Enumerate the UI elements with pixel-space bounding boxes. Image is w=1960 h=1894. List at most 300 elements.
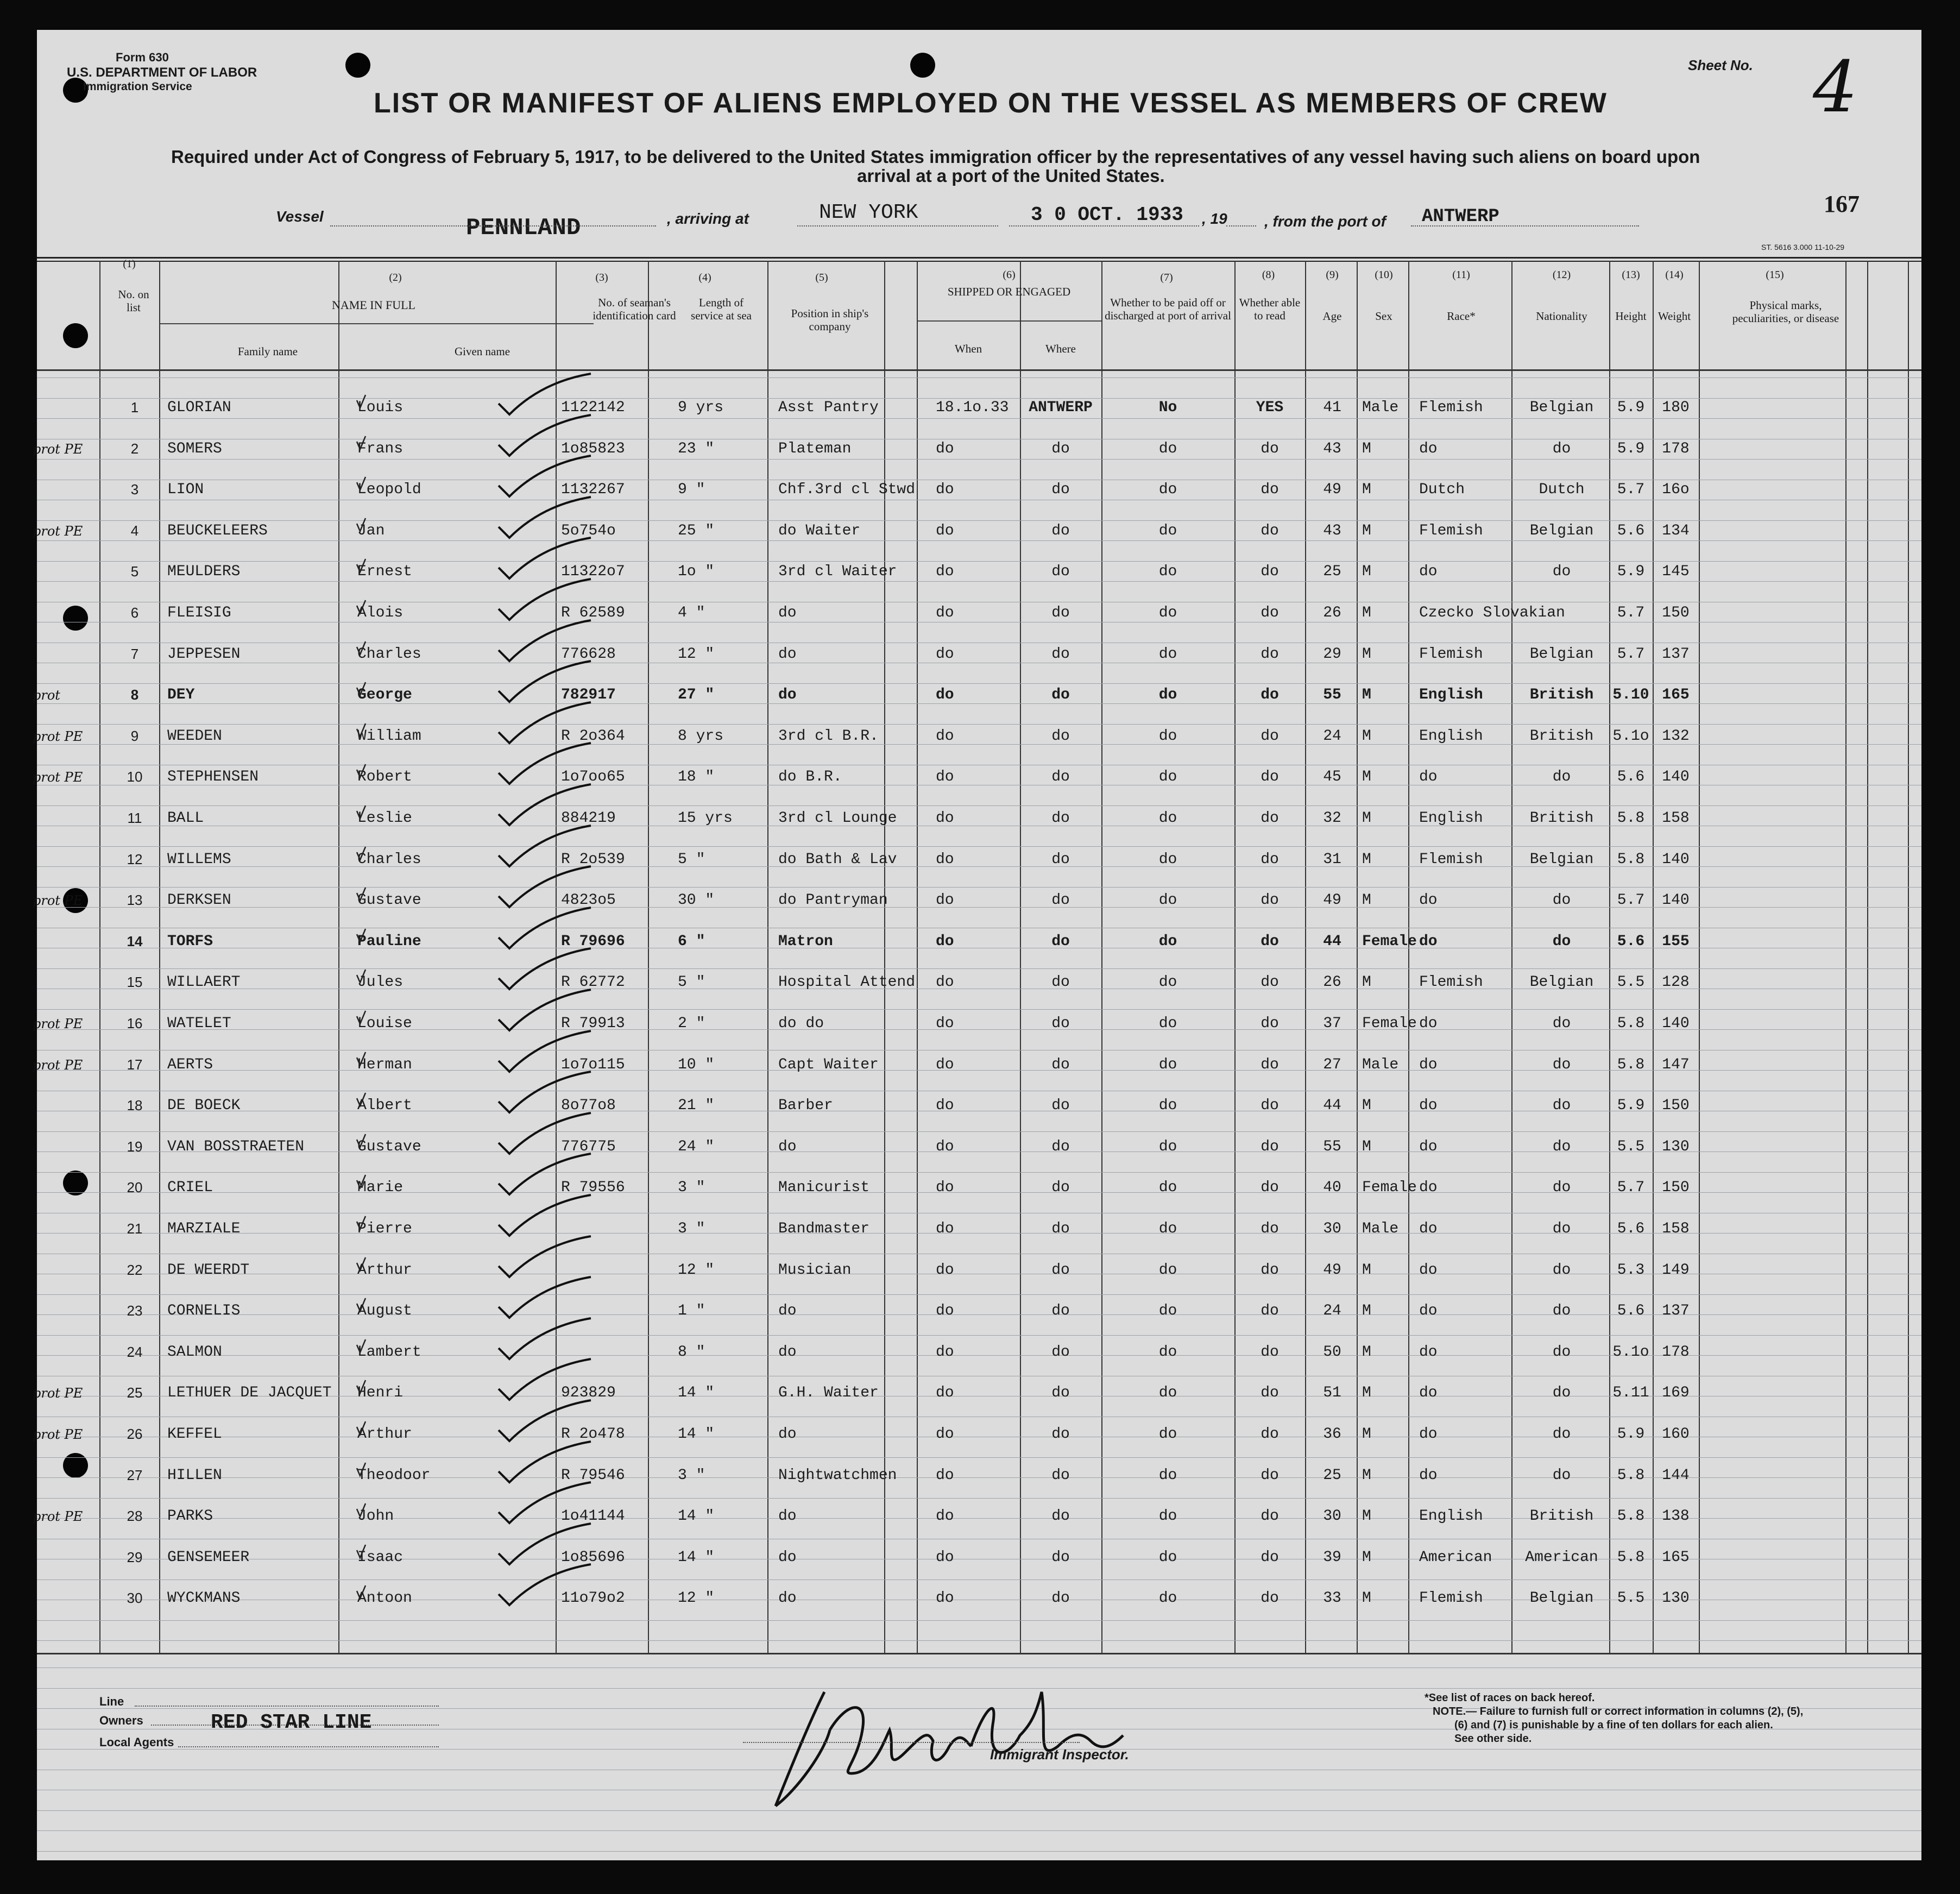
punch-hole (345, 53, 370, 78)
cell-where: do (1051, 440, 1070, 457)
cell-given: Albert (357, 1097, 412, 1115)
subtitle-line-2: arrival at a port of the United States. (857, 166, 1165, 186)
cell-service: 5 " (678, 974, 705, 991)
cell-read: do (1261, 1261, 1279, 1279)
cell-age: 55 (1323, 687, 1341, 704)
cell-where: do (1051, 769, 1070, 786)
cell-family: WILLEMS (167, 851, 231, 868)
cell-age: 43 (1323, 440, 1341, 457)
table-row (37, 1296, 1921, 1329)
cell-race: English (1419, 727, 1483, 745)
cell-position: do (778, 1590, 797, 1607)
cell-where: do (1051, 1549, 1070, 1566)
cell-family: HILLEN (167, 1467, 222, 1484)
table-row (33, 721, 1921, 754)
cell-paid: do (1158, 933, 1177, 950)
cell-height: 5.9 (1617, 563, 1645, 581)
cell-nationality: do (1552, 563, 1571, 581)
cell-age: 24 (1323, 1302, 1341, 1320)
cell-where: do (1051, 1343, 1070, 1361)
sheet-label: Sheet No. (1688, 57, 1753, 73)
row-rule (37, 1620, 1921, 1621)
cell-weight: 144 (1662, 1467, 1690, 1484)
col-header-position: Position in ship's company (791, 307, 869, 333)
cell-family: GLORIAN (167, 399, 231, 416)
cell-no: 11 (127, 810, 142, 826)
cell-age: 49 (1323, 892, 1341, 909)
cell-race: do (1419, 1302, 1438, 1320)
cell-nationality: do (1552, 1179, 1571, 1197)
cell-service: 30 " (678, 892, 715, 909)
cell-where: do (1051, 1426, 1070, 1443)
cell-weight: 132 (1662, 727, 1690, 745)
cell-sex: Male (1362, 1220, 1399, 1237)
cell-family: MEULDERS (167, 563, 241, 581)
cell-given: Charles (357, 645, 421, 663)
table-row (37, 639, 1921, 672)
cell-age: 30 (1323, 1508, 1341, 1525)
table-row (37, 1583, 1921, 1616)
cell-given: Pauline (357, 933, 421, 950)
cell-when: do (936, 1097, 954, 1115)
cell-position: Nightwatchmen (778, 1467, 897, 1484)
cell-height: 5.7 (1617, 481, 1645, 499)
cell-no: 4 (130, 522, 139, 539)
small-check-icon (355, 394, 368, 410)
cell-paid: No (1158, 399, 1177, 416)
cell-weight: 149 (1662, 1261, 1690, 1279)
cell-read: do (1261, 645, 1279, 663)
cell-service: 2 " (678, 1015, 705, 1032)
cell-position: Musician (778, 1261, 852, 1279)
cell-age: 32 (1323, 810, 1341, 827)
cell-sex: M (1362, 1385, 1371, 1402)
cell-read: do (1261, 1343, 1279, 1361)
cell-read: do (1261, 1015, 1279, 1032)
cell-position: Barber (778, 1097, 833, 1115)
cell-read: do (1261, 974, 1279, 991)
small-check-icon (355, 1338, 368, 1355)
cell-weight: 150 (1662, 1179, 1690, 1197)
cell-no: 18 (127, 1097, 143, 1114)
cell-service: 3 " (678, 1467, 705, 1484)
cell-service: 23 " (678, 440, 715, 457)
cell-paid: do (1158, 974, 1177, 991)
line-label: Line (99, 1695, 124, 1708)
cell-paid: do (1158, 892, 1177, 909)
cell-card: 1o41144 (561, 1508, 625, 1525)
cell-age: 50 (1323, 1343, 1341, 1361)
cell-no: 13 (127, 892, 143, 909)
small-check-icon (355, 640, 368, 657)
cell-position: do (778, 1549, 797, 1566)
cell-weight: 16o (1662, 481, 1690, 499)
cell-when: do (936, 1302, 954, 1320)
cell-height: 5.5 (1617, 1590, 1645, 1607)
cell-when: do (936, 605, 954, 621)
cell-nationality: Belgian (1529, 851, 1594, 868)
cell-given: Isaac (357, 1549, 404, 1566)
cell-position: do Pantryman (778, 892, 888, 909)
cell-when: do (936, 1467, 954, 1484)
cell-given: Louis (357, 399, 404, 416)
cell-sex: M (1362, 1549, 1371, 1566)
cell-service: 12 " (678, 1590, 715, 1607)
cell-no: 19 (127, 1138, 143, 1155)
form-number: Form 630 (116, 51, 169, 64)
cell-sex: Female (1362, 1179, 1417, 1197)
small-check-icon (355, 1502, 368, 1519)
cell-paid: do (1158, 481, 1177, 499)
note-fine-1: NOTE.— Failure to furnish full or correct information in columns (2), (5), (1433, 1706, 1804, 1717)
cell-nationality: do (1552, 769, 1571, 786)
cell-sex: M (1362, 769, 1371, 786)
cell-paid: do (1158, 1426, 1177, 1443)
cell-read: do (1261, 1056, 1279, 1073)
cell-sex: M (1362, 1590, 1371, 1607)
cell-card: R 62589 (561, 605, 625, 621)
table-row (33, 434, 1921, 467)
cell-race: Flemish (1419, 1590, 1483, 1607)
cell-card: R 79556 (561, 1179, 625, 1197)
cell-weight: 178 (1662, 440, 1690, 457)
cell-when: do (936, 1261, 954, 1279)
cell-no: 21 (127, 1220, 143, 1237)
row-rule (37, 1851, 1921, 1852)
cell-card: 4823o5 (561, 892, 616, 909)
note-other-side: See other side. (1454, 1733, 1532, 1745)
cell-no: 20 (127, 1179, 143, 1196)
small-check-icon (355, 1462, 368, 1478)
cell-given: Gustave (357, 1138, 421, 1155)
cell-read: do (1261, 1179, 1279, 1197)
cell-race: do (1419, 1261, 1438, 1279)
cell-nationality: British (1529, 1508, 1594, 1525)
cell-race: Flemish (1419, 645, 1483, 663)
cell-family: BEUCKELEERS (167, 522, 268, 539)
cell-nationality: do (1552, 1467, 1571, 1484)
cell-given: Gustave (357, 892, 421, 909)
punch-hole (910, 53, 935, 78)
cell-when: do (936, 1549, 954, 1566)
cell-nationality: do (1552, 440, 1571, 457)
cell-sex: M (1362, 1467, 1371, 1484)
cell-height: 5.8 (1617, 810, 1645, 827)
cell-when: do (936, 687, 954, 704)
cell-age: 40 (1323, 1179, 1341, 1197)
small-check-icon (355, 476, 368, 492)
cell-read: do (1261, 1138, 1279, 1155)
cell-where: do (1051, 1261, 1070, 1279)
cell-card: 776628 (561, 645, 616, 663)
cell-weight: 147 (1662, 1056, 1690, 1073)
cell-card: 782917 (561, 687, 616, 704)
cell-when: do (936, 727, 954, 745)
small-check-icon (355, 1544, 368, 1560)
cell-read: do (1261, 687, 1279, 704)
cell-paid: do (1158, 605, 1177, 621)
cell-weight: 160 (1662, 1426, 1690, 1443)
cell-family: CORNELIS (167, 1302, 241, 1320)
cell-paid: do (1158, 440, 1177, 457)
from-port-label: , from the port of (1264, 213, 1386, 230)
cell-where: do (1051, 1056, 1070, 1073)
cell-age: 45 (1323, 769, 1341, 786)
cell-no: 30 (127, 1590, 143, 1607)
col-header-physical-marks: Physical marks, peculiarities, or disease (1732, 299, 1839, 325)
cell-age: 51 (1323, 1385, 1341, 1402)
cell-service: 27 " (678, 687, 715, 704)
print-code: ST. 5616 3.000 11-10-29 (1761, 243, 1845, 251)
cell-age: 25 (1323, 1467, 1341, 1484)
row-rule (37, 1640, 1921, 1641)
cell-race: do (1419, 1385, 1438, 1402)
table-row (37, 845, 1921, 877)
cell-height: 5.10 (1612, 687, 1649, 704)
cell-family: LION (167, 481, 204, 499)
cell-given: John (357, 1508, 394, 1525)
cell-paid: do (1158, 1467, 1177, 1484)
cell-position: do B.R. (778, 769, 842, 786)
cell-read: do (1261, 933, 1279, 950)
cell-race: English (1419, 687, 1483, 704)
cell-family: SALMON (167, 1343, 222, 1361)
cell-height: 5.5 (1617, 1138, 1645, 1155)
row-rule (37, 1830, 1921, 1831)
margin-annotation: prot PE (33, 1509, 83, 1525)
small-check-icon (355, 1010, 368, 1026)
cell-sex: M (1362, 1426, 1371, 1443)
table-row (33, 1050, 1921, 1083)
cell-weight: 138 (1662, 1508, 1690, 1525)
cell-where: do (1051, 1220, 1070, 1237)
cell-position: Matron (778, 933, 833, 950)
arrival-port: NEW YORK (819, 201, 918, 224)
cell-family: AERTS (167, 1056, 213, 1073)
cell-service: 15 yrs (678, 810, 733, 827)
vessel-name: PENNLAND (466, 215, 581, 242)
cell-race: Dutch (1419, 481, 1465, 499)
cell-read: YES (1256, 399, 1284, 416)
cell-no: 2 (130, 440, 139, 457)
cell-race: Flemish (1419, 851, 1483, 868)
cell-weight: 140 (1662, 851, 1690, 868)
cell-age: 30 (1323, 1220, 1341, 1237)
cell-position: do (778, 1426, 797, 1443)
cell-no: 24 (127, 1343, 143, 1360)
cell-no: 15 (127, 974, 143, 991)
cell-read: do (1261, 1302, 1279, 1320)
cell-position: do (778, 605, 797, 621)
cell-weight: 165 (1662, 687, 1690, 704)
cell-family: DEY (167, 687, 195, 704)
cell-given: Lambert (357, 1343, 421, 1361)
cell-when: do (936, 1385, 954, 1402)
cell-paid: do (1158, 1302, 1177, 1320)
cell-where: do (1051, 1385, 1070, 1402)
cell-service: 8 " (678, 1343, 705, 1361)
cell-height: 5.1o (1612, 1343, 1649, 1361)
cell-read: do (1261, 522, 1279, 539)
cell-where: do (1051, 892, 1070, 909)
cell-sex: M (1362, 563, 1371, 581)
cell-no: 10 (127, 769, 143, 785)
cell-card: R 79546 (561, 1467, 625, 1484)
cell-service: 3 " (678, 1179, 705, 1197)
cell-when: do (936, 933, 954, 950)
col-header-family: Family name (237, 345, 298, 358)
cell-sex: M (1362, 810, 1371, 827)
cell-card: 11o79o2 (561, 1590, 625, 1607)
cell-when: do (936, 1179, 954, 1197)
cell-paid: do (1158, 810, 1177, 827)
cell-card: 884219 (561, 810, 616, 827)
cell-nationality: do (1552, 1015, 1571, 1032)
small-check-icon (355, 1133, 368, 1149)
cell-weight: 140 (1662, 1015, 1690, 1032)
inspector-signature (765, 1659, 1177, 1828)
row-rule (37, 1457, 1921, 1458)
cell-weight: 169 (1662, 1385, 1690, 1402)
small-check-icon (355, 517, 368, 533)
cell-nationality: do (1552, 1261, 1571, 1279)
cell-sex: M (1362, 1302, 1371, 1320)
arrival-date: 3 0 OCT. 1933 (1031, 204, 1183, 226)
cell-position: Bandmaster (778, 1220, 870, 1237)
cell-sex: Male (1362, 399, 1399, 416)
cell-height: 5.6 (1617, 1302, 1645, 1320)
cell-service: 24 " (678, 1138, 715, 1155)
cell-service: 18 " (678, 769, 715, 786)
col-header-sex: Sex (1375, 310, 1392, 323)
cell-height: 5.11 (1612, 1385, 1649, 1402)
small-check-icon (355, 599, 368, 615)
cell-age: 31 (1323, 851, 1341, 868)
small-check-icon (355, 681, 368, 697)
table-row (37, 1461, 1921, 1493)
cell-family: WYCKMANS (167, 1590, 241, 1607)
cell-paid: do (1158, 1138, 1177, 1155)
cell-family: PARKS (167, 1508, 213, 1525)
cell-given: Frans (357, 440, 404, 457)
cell-service: 4 " (678, 605, 705, 621)
cell-where: do (1051, 687, 1070, 704)
cell-age: 26 (1323, 605, 1341, 621)
cell-paid: do (1158, 1220, 1177, 1237)
cell-age: 43 (1323, 522, 1341, 539)
cell-race: do (1419, 1138, 1438, 1155)
cell-read: do (1261, 440, 1279, 457)
cell-height: 5.7 (1617, 892, 1645, 909)
cell-weight: 158 (1662, 810, 1690, 827)
cell-family: DE BOECK (167, 1097, 241, 1115)
cell-race: Czecko Slovakian (1419, 605, 1565, 621)
cell-weight: 178 (1662, 1343, 1690, 1361)
cell-sex: Male (1362, 1056, 1399, 1073)
cell-height: 5.8 (1617, 1508, 1645, 1525)
punch-hole (63, 323, 88, 348)
col-header-given: Given name (454, 345, 511, 358)
cell-paid: do (1158, 727, 1177, 745)
cell-family: CRIEL (167, 1179, 213, 1197)
cell-no: 28 (127, 1508, 143, 1525)
col-header-no: No. on list (118, 288, 149, 314)
cell-where: do (1051, 1508, 1070, 1525)
cell-no: 8 (130, 687, 139, 703)
table-row (37, 598, 1921, 631)
cell-given: Herman (357, 1056, 412, 1073)
cell-sex: M (1362, 605, 1371, 621)
col-header-race: Race* (1447, 310, 1476, 323)
cell-race: do (1419, 440, 1438, 457)
owners-label: Owners (99, 1714, 143, 1727)
cell-given: Marie (357, 1179, 404, 1197)
margin-annotation: prot (33, 688, 60, 703)
cell-position: Chf.3rd cl Stwd (778, 481, 916, 499)
cell-nationality: Dutch (1539, 481, 1585, 499)
cell-card: 11322o7 (561, 563, 625, 581)
cell-when: do (936, 892, 954, 909)
cell-position: do (778, 645, 797, 663)
small-check-icon (355, 1584, 368, 1601)
cell-height: 5.7 (1617, 645, 1645, 663)
cell-when: do (936, 440, 954, 457)
cell-height: 5.9 (1617, 1097, 1645, 1115)
cell-no: 9 (130, 727, 139, 744)
cell-family: JEPPESEN (167, 645, 241, 663)
cell-race: do (1419, 933, 1438, 950)
cell-card: 5o754o (561, 522, 616, 539)
vessel-label: Vessel (276, 208, 324, 225)
cell-read: do (1261, 769, 1279, 786)
table-row (37, 557, 1921, 589)
cell-nationality: Belgian (1529, 974, 1594, 991)
row-rule (37, 377, 1921, 378)
cell-nationality: American (1525, 1549, 1598, 1566)
cell-when: do (936, 563, 954, 581)
small-check-icon (355, 1420, 368, 1437)
cell-race: do (1419, 1097, 1438, 1115)
table-row (37, 1543, 1921, 1575)
margin-annotation: prot PE (33, 728, 83, 744)
cell-height: 5.6 (1617, 933, 1645, 950)
cell-given: Robert (357, 769, 412, 786)
cell-card: 1132267 (561, 481, 625, 499)
cell-given: William (357, 727, 421, 745)
cell-given: Alois (357, 605, 404, 621)
cell-service: 14 " (678, 1508, 715, 1525)
cell-age: 36 (1323, 1426, 1341, 1443)
cell-weight: 180 (1662, 399, 1690, 416)
cell-where: do (1051, 1179, 1070, 1197)
cell-service: 12 " (678, 1261, 715, 1279)
cell-read: do (1261, 481, 1279, 499)
cell-when: do (936, 522, 954, 539)
cell-given: Ernest (357, 563, 412, 581)
cell-paid: do (1158, 1385, 1177, 1402)
cell-weight: 158 (1662, 1220, 1690, 1237)
cell-card: 8o77o8 (561, 1097, 616, 1115)
small-check-icon (355, 722, 368, 739)
col-header-read: Whether able to read (1239, 296, 1301, 322)
small-check-icon (355, 1051, 368, 1067)
cell-height: 5.9 (1617, 1426, 1645, 1443)
cell-when: do (936, 1015, 954, 1032)
margin-annotation: prot PE (33, 770, 83, 785)
cell-service: 5 " (678, 851, 705, 868)
cell-nationality: British (1529, 810, 1594, 827)
cell-given: Henri (357, 1385, 404, 1402)
